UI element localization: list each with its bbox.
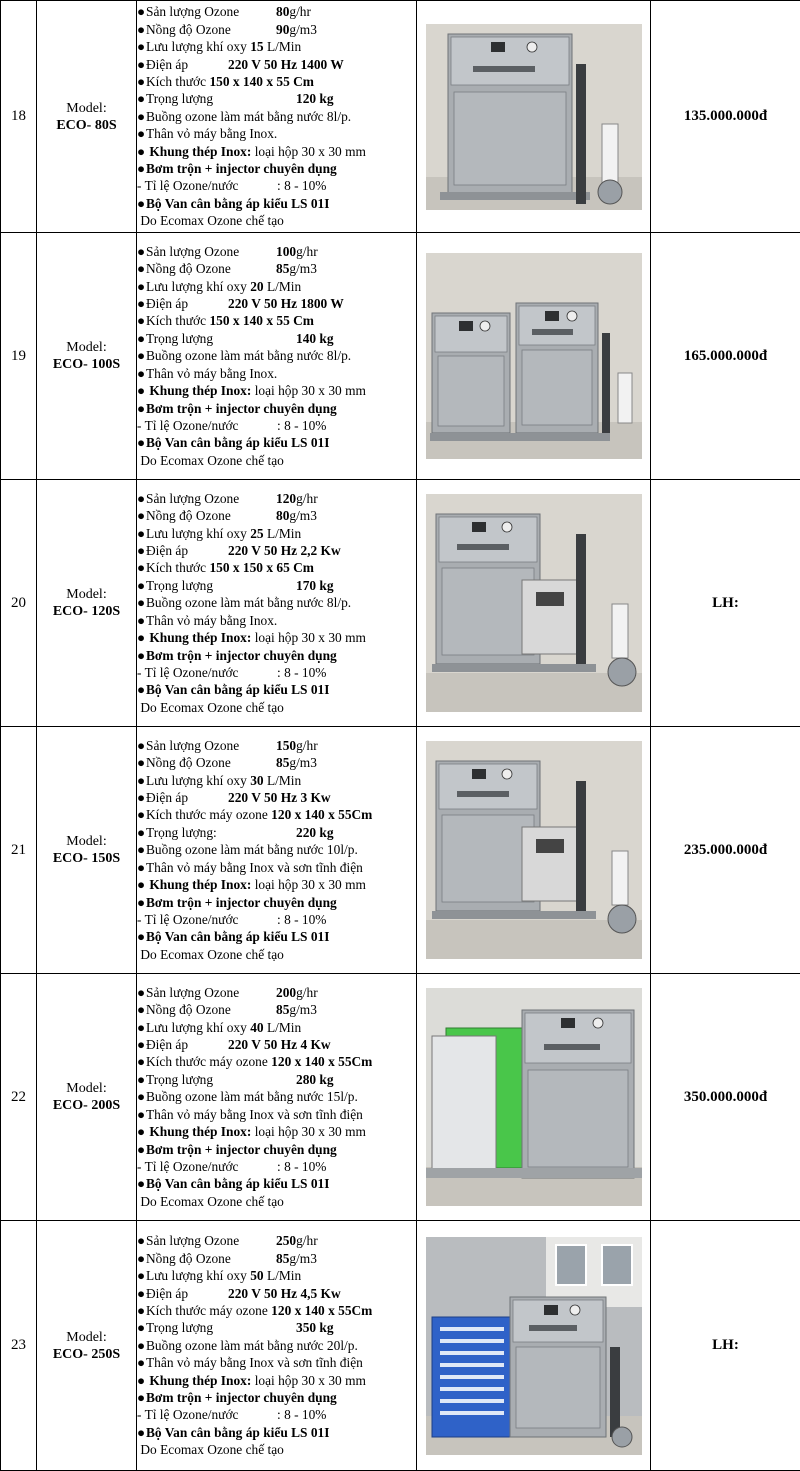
ozone-generator-illustration xyxy=(426,741,642,959)
row-number: 18 xyxy=(1,1,37,233)
spec-ratio: - Tỉ lệ Ozone/nước : 8 - 10% xyxy=(137,1406,416,1423)
spec-cooling: ●Buồng ozone làm mát bằng nước 10l/p. xyxy=(137,841,416,858)
spec-oxygen-flow: ●Lưu lượng khí oxy 50 L/Min xyxy=(137,1267,416,1284)
ozone-generator-illustration xyxy=(426,1237,642,1455)
product-photo-cell xyxy=(417,480,651,727)
spec-casing: ●Thân vỏ máy bằng Inox. xyxy=(137,125,416,142)
model-label: Model: xyxy=(37,586,136,603)
model-name: ECO- 120S xyxy=(37,603,136,620)
spec-pump: ●Bơm trộn + injector chuyên dụng xyxy=(137,647,416,664)
model-name: ECO- 100S xyxy=(37,356,136,373)
spec-frame: ● Khung thép Inox: loại hộp 30 x 30 mm xyxy=(137,382,416,399)
spec-pump: ●Bơm trộn + injector chuyên dụng xyxy=(137,400,416,417)
spec-ratio: - Tỉ lệ Ozone/nước : 8 - 10% xyxy=(137,911,416,928)
spec-voltage: ●Điện áp 220 V 50 Hz 3 Kw xyxy=(137,789,416,806)
spec-ozone-concentration: ●Nồng độ Ozone 85g/m3 xyxy=(137,1250,416,1267)
ozone-generator-illustration xyxy=(426,494,642,712)
model-cell xyxy=(37,974,137,1221)
product-photo xyxy=(426,24,642,210)
spec-ozone-concentration: ●Nồng độ Ozone 90g/m3 xyxy=(137,21,416,38)
price-cell: 235.000.000đ xyxy=(651,727,800,974)
spec-list xyxy=(137,1221,417,1471)
model-cell xyxy=(37,1,137,233)
spec-ratio: - Tỉ lệ Ozone/nước : 8 - 10% xyxy=(137,417,416,434)
spec-weight: ●Trọng lượng 350 kg xyxy=(137,1319,416,1336)
product-photo-cell xyxy=(417,1,651,233)
spec-oxygen-flow: ●Lưu lượng khí oxy 30 L/Min xyxy=(137,772,416,789)
model-label: Model: xyxy=(37,1329,136,1346)
ozone-generator-illustration xyxy=(426,253,642,459)
spec-casing: ●Thân vỏ máy bằng Inox. xyxy=(137,612,416,629)
row-number: 23 xyxy=(1,1221,37,1471)
spec-pump: ●Bơm trộn + injector chuyên dụng xyxy=(137,160,416,177)
ozone-generator-illustration xyxy=(426,24,642,210)
spec-pump: ●Bơm trộn + injector chuyên dụng xyxy=(137,1389,416,1406)
spec-manufacturer: Do Ecomax Ozone chế tạo xyxy=(137,452,416,469)
spec-list xyxy=(137,1,417,233)
spec-oxygen-flow: ●Lưu lượng khí oxy 25 L/Min xyxy=(137,525,416,542)
row-number: 21 xyxy=(1,727,37,974)
spec-casing: ●Thân vỏ máy bằng Inox và sơn tĩnh điện xyxy=(137,1354,416,1371)
model-label: Model: xyxy=(37,100,136,117)
spec-ozone-output: ●Sản lượng Ozone 200g/hr xyxy=(137,984,416,1001)
product-photo xyxy=(426,494,642,712)
ozone-generator-illustration xyxy=(426,988,642,1206)
spec-list xyxy=(137,727,417,974)
spec-weight: ●Trọng lượng: 220 kg xyxy=(137,824,416,841)
spec-cooling: ●Buồng ozone làm mát bằng nước 8l/p. xyxy=(137,347,416,364)
spec-manufacturer: Do Ecomax Ozone chế tạo xyxy=(137,699,416,716)
row-number: 22 xyxy=(1,974,37,1221)
model-cell xyxy=(37,233,137,480)
model-name: ECO- 200S xyxy=(37,1097,136,1114)
price-cell: 165.000.000đ xyxy=(651,233,800,480)
model-name: ECO- 250S xyxy=(37,1346,136,1363)
spec-valve: ●Bộ Van cân bằng áp kiểu LS 01I xyxy=(137,1424,416,1441)
model-name: ECO- 150S xyxy=(37,850,136,867)
spec-weight: ●Trọng lượng 280 kg xyxy=(137,1071,416,1088)
spec-casing: ●Thân vỏ máy bằng Inox. xyxy=(137,365,416,382)
spec-valve: ●Bộ Van cân bằng áp kiểu LS 01I xyxy=(137,195,416,212)
spec-oxygen-flow: ●Lưu lượng khí oxy 40 L/Min xyxy=(137,1019,416,1036)
spec-dimensions: ●Kích thước 150 x 140 x 55 Cm xyxy=(137,312,416,329)
spec-valve: ●Bộ Van cân bằng áp kiểu LS 01I xyxy=(137,928,416,945)
model-label: Model: xyxy=(37,833,136,850)
spec-oxygen-flow: ●Lưu lượng khí oxy 20 L/Min xyxy=(137,278,416,295)
spec-frame: ● Khung thép Inox: loại hộp 30 x 30 mm xyxy=(137,629,416,646)
product-photo xyxy=(426,741,642,959)
table-row xyxy=(1,727,800,974)
spec-voltage: ●Điện áp 220 V 50 Hz 4,5 Kw xyxy=(137,1285,416,1302)
spec-list xyxy=(137,974,417,1221)
price-cell: LH: xyxy=(651,1221,800,1471)
spec-list xyxy=(137,480,417,727)
spec-ozone-concentration: ●Nồng độ Ozone 85g/m3 xyxy=(137,260,416,277)
product-photo-cell xyxy=(417,727,651,974)
spec-weight: ●Trọng lượng 170 kg xyxy=(137,577,416,594)
spec-ozone-output: ●Sản lượng Ozone 120g/hr xyxy=(137,490,416,507)
model-cell xyxy=(37,1221,137,1471)
spec-ratio: - Tỉ lệ Ozone/nước : 8 - 10% xyxy=(137,177,416,194)
spec-voltage: ●Điện áp 220 V 50 Hz 2,2 Kw xyxy=(137,542,416,559)
spec-frame: ● Khung thép Inox: loại hộp 30 x 30 mm xyxy=(137,1123,416,1140)
spec-valve: ●Bộ Van cân bằng áp kiểu LS 01I xyxy=(137,1175,416,1192)
spec-frame: ● Khung thép Inox: loại hộp 30 x 30 mm xyxy=(137,1372,416,1389)
spec-list xyxy=(137,233,417,480)
spec-ozone-output: ●Sản lượng Ozone 150g/hr xyxy=(137,737,416,754)
spec-cooling: ●Buồng ozone làm mát bằng nước 15l/p. xyxy=(137,1088,416,1105)
spec-ratio: - Tỉ lệ Ozone/nước : 8 - 10% xyxy=(137,664,416,681)
price-cell: 135.000.000đ xyxy=(651,1,800,233)
spec-manufacturer: Do Ecomax Ozone chế tạo xyxy=(137,1193,416,1210)
model-label: Model: xyxy=(37,1080,136,1097)
spec-cooling: ●Buồng ozone làm mát bằng nước 20l/p. xyxy=(137,1337,416,1354)
spec-dimensions: ●Kích thước máy ozone 120 x 140 x 55Cm xyxy=(137,806,416,823)
table-row xyxy=(1,480,800,727)
product-photo xyxy=(426,253,642,459)
spec-weight: ●Trọng lượng 140 kg xyxy=(137,330,416,347)
spec-pump: ●Bơm trộn + injector chuyên dụng xyxy=(137,894,416,911)
table-row xyxy=(1,233,800,480)
row-number: 19 xyxy=(1,233,37,480)
spec-dimensions: ●Kích thước 150 x 150 x 65 Cm xyxy=(137,559,416,576)
product-photo xyxy=(426,988,642,1206)
model-name: ECO- 80S xyxy=(37,117,136,134)
price-cell: LH: xyxy=(651,480,800,727)
spec-ozone-concentration: ●Nồng độ Ozone 85g/m3 xyxy=(137,1001,416,1018)
row-number: 20 xyxy=(1,480,37,727)
spec-cooling: ●Buồng ozone làm mát bằng nước 8l/p. xyxy=(137,108,416,125)
spec-ratio: - Tỉ lệ Ozone/nước : 8 - 10% xyxy=(137,1158,416,1175)
spec-frame: ● Khung thép Inox: loại hộp 30 x 30 mm xyxy=(137,876,416,893)
product-photo-cell xyxy=(417,974,651,1221)
spec-ozone-output: ●Sản lượng Ozone 80g/hr xyxy=(137,3,416,20)
product-photo xyxy=(426,1237,642,1455)
table-row xyxy=(1,974,800,1221)
model-label: Model: xyxy=(37,339,136,356)
spec-cooling: ●Buồng ozone làm mát bằng nước 8l/p. xyxy=(137,594,416,611)
spec-valve: ●Bộ Van cân bằng áp kiểu LS 01I xyxy=(137,434,416,451)
spec-casing: ●Thân vỏ máy bằng Inox và sơn tĩnh điện xyxy=(137,1106,416,1123)
spec-dimensions: ●Kích thước máy ozone 120 x 140 x 55Cm xyxy=(137,1302,416,1319)
spec-frame: ● Khung thép Inox: loại hộp 30 x 30 mm xyxy=(137,143,416,160)
spec-ozone-concentration: ●Nồng độ Ozone 80g/m3 xyxy=(137,507,416,524)
table-row xyxy=(1,1221,800,1471)
spec-manufacturer: Do Ecomax Ozone chế tạo xyxy=(137,212,416,229)
spec-ozone-output: ●Sản lượng Ozone 250g/hr xyxy=(137,1232,416,1249)
spec-ozone-output: ●Sản lượng Ozone 100g/hr xyxy=(137,243,416,260)
spec-voltage: ●Điện áp 220 V 50 Hz 4 Kw xyxy=(137,1036,416,1053)
spec-valve: ●Bộ Van cân bằng áp kiểu LS 01I xyxy=(137,681,416,698)
spec-casing: ●Thân vỏ máy bằng Inox và sơn tĩnh điện xyxy=(137,859,416,876)
price-cell: 350.000.000đ xyxy=(651,974,800,1221)
product-photo-cell xyxy=(417,1221,651,1471)
table-row xyxy=(1,1,800,233)
spec-pump: ●Bơm trộn + injector chuyên dụng xyxy=(137,1141,416,1158)
spec-ozone-concentration: ●Nồng độ Ozone 85g/m3 xyxy=(137,754,416,771)
spec-dimensions: ●Kích thước 150 x 140 x 55 Cm xyxy=(137,73,416,90)
spec-dimensions: ●Kích thước máy ozone 120 x 140 x 55Cm xyxy=(137,1053,416,1070)
product-photo-cell xyxy=(417,233,651,480)
spec-voltage: ●Điện áp 220 V 50 Hz 1800 W xyxy=(137,295,416,312)
model-cell xyxy=(37,480,137,727)
model-cell xyxy=(37,727,137,974)
spec-manufacturer: Do Ecomax Ozone chế tạo xyxy=(137,946,416,963)
spec-oxygen-flow: ●Lưu lượng khí oxy 15 L/Min xyxy=(137,38,416,55)
spec-manufacturer: Do Ecomax Ozone chế tạo xyxy=(137,1441,416,1458)
spec-voltage: ●Điện áp 220 V 50 Hz 1400 W xyxy=(137,56,416,73)
spec-weight: ●Trọng lượng 120 kg xyxy=(137,90,416,107)
